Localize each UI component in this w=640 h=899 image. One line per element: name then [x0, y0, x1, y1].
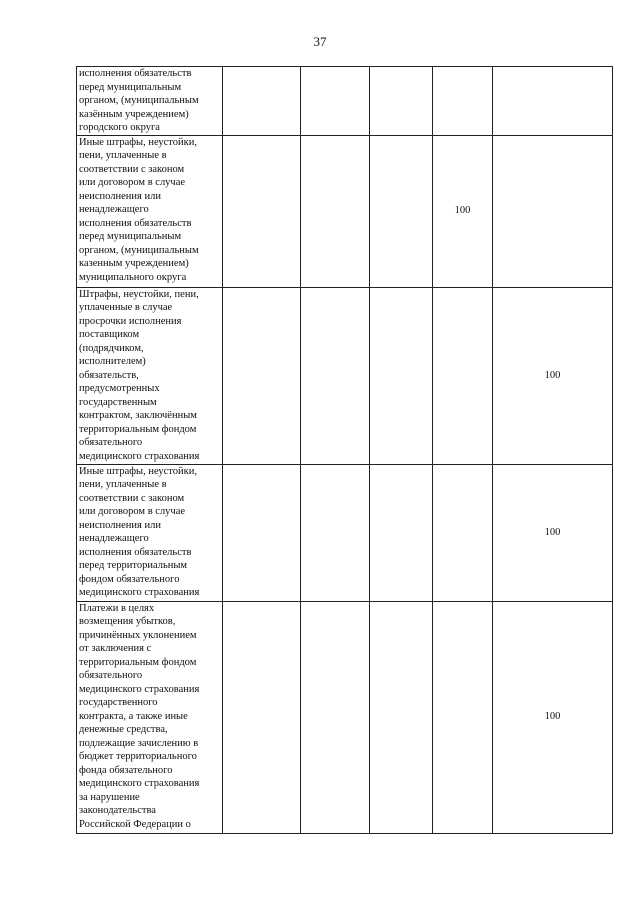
table-row	[77, 464, 613, 601]
row-description: исполнения обязательств перед муниципальным органом, (муниципальным казённым учреждением) городского округа	[77, 67, 223, 136]
row-description: Иные штрафы, неустойки, пени, уплаченные в соответствии с законом или договором в случае неисполнения или ненадлежащего исполнения обязательств перед территориальным фондом обязательного медицинского страхования	[77, 464, 223, 601]
table-cell: 100	[433, 135, 493, 287]
table-cell	[301, 135, 370, 287]
page-number: 37	[313, 34, 327, 49]
table-cell	[223, 464, 301, 601]
table-cell	[433, 67, 493, 136]
table-cell: 100	[493, 464, 613, 601]
table-cell	[493, 67, 613, 136]
table-cell: 100	[493, 601, 613, 833]
table-cell	[223, 135, 301, 287]
table-cell: 100	[493, 287, 613, 464]
table-row	[77, 67, 613, 136]
table-cell	[223, 67, 301, 136]
table-row	[77, 135, 613, 287]
table-cell	[301, 601, 370, 833]
table-cell	[301, 287, 370, 464]
table-cell	[301, 464, 370, 601]
budget-table	[76, 66, 613, 834]
table-cell	[433, 287, 493, 464]
table-cell	[223, 287, 301, 464]
table-cell	[301, 67, 370, 136]
table-cell	[370, 287, 433, 464]
table-cell	[493, 135, 613, 287]
table-cell	[370, 601, 433, 833]
table-row	[77, 601, 613, 833]
table-cell	[433, 601, 493, 833]
row-description: Штрафы, неустойки, пени, уплаченные в случае просрочки исполнения поставщиком (подрядчиком, исполнителем) обязательств, предусмотренных государственным контрактом, заключённым территориальным фондом обязательного медицинского страхования	[77, 287, 223, 464]
row-description: Платежи в целях возмещения убытков, причинённых уклонением от заключения с территориальным фондом обязательного медицинского страхования государственного контракта, а также иные денежные средства, подлежащие зачислению в бюджет территориального фонда обязательного медицинского страхования за нарушение законодательства Российской Федерации о	[77, 601, 223, 833]
table-row	[77, 287, 613, 464]
table-cell	[433, 464, 493, 601]
table-cell	[370, 135, 433, 287]
table-cell	[223, 601, 301, 833]
table-cell	[370, 464, 433, 601]
row-description: Иные штрафы, неустойки, пени, уплаченные в соответствии с законом или договором в случае неисполнения или ненадлежащего исполнения обязательств перед муниципальным органом, (муниципальным казенным учреждением) муниципального округа	[77, 135, 223, 287]
table-cell	[370, 67, 433, 136]
